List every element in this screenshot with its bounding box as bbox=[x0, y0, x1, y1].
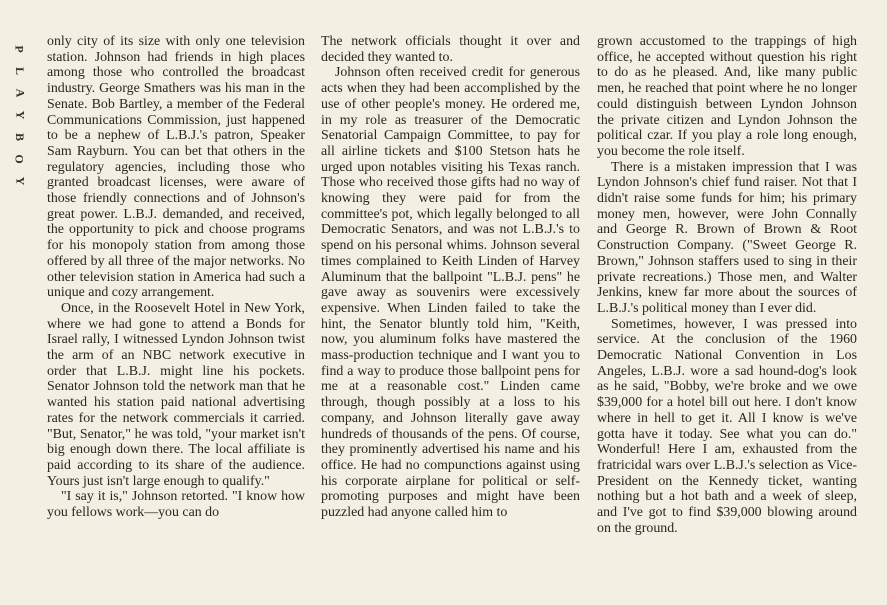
paragraph: The network officials thought it over and decided they wanted to. bbox=[321, 34, 580, 65]
text-column-1 bbox=[47, 34, 305, 521]
paragraph: Johnson often received credit for generous acts when they had been accomplished by the use of other people's money. He ordered me, in my role as treasurer of the Democratic Senatorial Campaign Committee, to pay for all airline tickets and $100 Stetson hats he urged upon notables visiting his Texas ranch. Those who received those gifts had no way of knowing they were paid for from the committee's pot, which legally belonged to all Democratic Senators, and was not L.B.J.'s to spend on his personal whims. Johnson several times complained to Keith Linden of Harvey Aluminum that the ballpoint "L.B.J. pens" he gave away as souvenirs were excessively expensive. When Linden failed to take the hint, the Senator bluntly told him, "Keith, now, you aluminum folks have mastered the mass-production technique and I want you to find a way to produce those ballpoint pens for me at a reasonable cost." Linden came through, though possibly at a loss to his company, and Johnson literally gave away hundreds of thousands of the pens. Of course, they prominently advertised his name and his office. He had no compunctions against using his corporate airplane for political or self-promoting purposes and might have been puzzled had anyone called him to bbox=[321, 65, 580, 521]
masthead-letter: Y bbox=[12, 176, 27, 186]
masthead-letter: L bbox=[12, 66, 27, 76]
paragraph: Sometimes, however, I was pressed into service. At the conclusion of the 1960 Democratic National Convention in Los Angeles, L.B.J. wore a sad hound-dog's look as he said, "Bobby, we're broke and we owe $39,000 for a hotel bill out here. I don't know where in hell to get it. All I know is we've gotta have it today. See what you can do." Wonderful! Here I am, exhausted from the fratricidal wars over L.B.J.'s selection as Vice-President on the Kennedy ticket, wanting nothing but a hot bath and a week of sleep, and I've got to find $39,000 blowing around on the ground. bbox=[597, 316, 857, 536]
text-column-3 bbox=[597, 34, 857, 537]
paragraph: only city of its size with only one television station. Johnson had friends in high places among those who controlled the broadcast industry. George Smathers was his man in the Senate. Bob Bartley, a member of the Federal Communications Commission, just happened to be a nephew of L.B.J.'s patron, Speaker Sam Rayburn. You can bet that others in the regulatory agencies, including those who granted broadcast licenses, were aware of those friendly connections and of Johnson's great power. L.B.J. demanded, and received, the opportunity to pick and choose programs for his monopoly station from among those offered by all three of the major networks. No other television station in America had such a unique and cozy arrangement. bbox=[47, 34, 305, 301]
masthead-letter: A bbox=[12, 88, 27, 98]
paragraph: There is a mistaken impression that I was Lyndon Johnson's chief fund raiser. Not that I didn't raise some funds for him; his primary money men, however, were John Connally and George R. Brown of Brown & Root Construction Company. ("Sweet George R. Brown," Johnson staffers used to sing in their private recreations.) Those men, and Walter Jenkins, knew far more about the sources of L.B.J.'s political money than I ever did. bbox=[597, 159, 857, 316]
masthead-letter: B bbox=[12, 132, 27, 142]
masthead-letter: P bbox=[13, 45, 27, 53]
magazine-masthead bbox=[12, 38, 28, 192]
paragraph: Once, in the Roosevelt Hotel in New York, where we had gone to attend a Bonds for Israel rally, I witnessed Lyndon Johnson twist the arm of an NBC network executive in order that L.B.J. might line his pockets. Senator Johnson told the network man that he wanted his station paid national advertising rates for the network commercials it carried. "But, Senator," he was told, "your market isn't big enough down there. The local affiliate is paid according to its share of the audience. Yours just isn't large enough to qualify." bbox=[47, 300, 305, 489]
paragraph: grown accustomed to the trappings of high office, he accepted without question his right to do as he pleased. And, like many public men, he reached that point where he no longer could distinguish between Lyndon Johnson the private citizen and Lyndon Johnson the political czar. If you play a role long enough, you become the role itself. bbox=[597, 34, 857, 159]
paragraph: "I say it is," Johnson retorted. "I know how you fellows work—you can do bbox=[47, 489, 305, 521]
masthead-letter: O bbox=[13, 154, 27, 164]
text-column-2 bbox=[321, 34, 580, 521]
masthead-letter: Y bbox=[12, 110, 27, 120]
